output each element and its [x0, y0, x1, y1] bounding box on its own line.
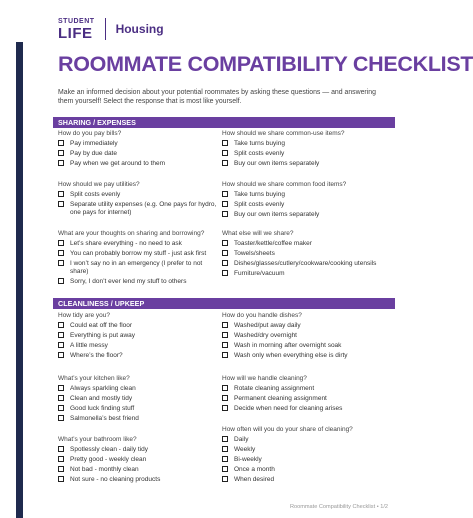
option[interactable] — [222, 466, 382, 474]
question-label: What are your thoughts on sharing and borrowing? — [58, 230, 205, 237]
checkbox[interactable] — [222, 476, 228, 482]
checkbox[interactable] — [222, 160, 228, 166]
option-label: Always sparkling clean — [70, 385, 136, 392]
option[interactable] — [222, 211, 382, 219]
question-label: How often will you do your share of cleaning? — [222, 426, 353, 433]
checkbox[interactable] — [222, 342, 228, 348]
question-label: How should we share common food items? — [222, 181, 347, 188]
option-label: Good luck finding stuff — [70, 404, 135, 412]
option[interactable] — [222, 342, 382, 350]
option[interactable] — [222, 140, 382, 148]
checkbox[interactable] — [222, 240, 228, 246]
question-label: What else will we share? — [222, 230, 294, 237]
logo-line-2: LIFE — [58, 24, 93, 42]
option[interactable] — [222, 332, 382, 340]
checkbox[interactable] — [222, 322, 228, 328]
question-common-food-items — [222, 181, 382, 221]
option-label: Take turns buying — [234, 191, 285, 198]
option[interactable] — [58, 322, 218, 330]
option-label: Take turns buying — [234, 140, 285, 147]
checkbox[interactable] — [58, 201, 64, 207]
option-label: Salmonella’s best friend — [70, 414, 139, 422]
option-label: Permanent cleaning assignment — [234, 394, 327, 402]
section-heading-cleanliness: CLEANLINESS / UPKEEP — [53, 298, 395, 309]
option-label: Let’s share everything - no need to ask — [70, 240, 182, 247]
checkbox[interactable] — [58, 342, 64, 348]
option-label: Separate utility expenses (e.g. One pays for hydro, one pays for internet) — [70, 200, 217, 216]
page-footer: Roommate Compatibility Checklist • 1/2 — [289, 504, 388, 510]
option-label: Buy our own items separately — [234, 159, 320, 167]
checkbox[interactable] — [58, 395, 64, 401]
intro-text: Make an informed decision about your potential roommates by asking these questions — and answering them yourself! Select the response that is most like yourself. — [58, 89, 376, 106]
question-label: What’s your kitchen like? — [58, 375, 130, 382]
checkbox[interactable] — [222, 260, 228, 266]
question-label: How tidy are you? — [58, 312, 111, 319]
option-label: A little messy — [70, 341, 108, 349]
checkbox[interactable] — [222, 332, 228, 338]
option-label: Not bad - monthly clean — [70, 465, 139, 473]
checkbox[interactable] — [222, 270, 228, 276]
checkbox[interactable] — [58, 405, 64, 411]
checkbox[interactable] — [222, 352, 228, 358]
checkbox[interactable] — [58, 332, 64, 338]
question-tidy — [58, 312, 218, 362]
option[interactable] — [58, 456, 218, 464]
checkbox[interactable] — [58, 191, 64, 197]
option[interactable] — [222, 270, 382, 278]
option[interactable] — [222, 201, 382, 209]
left-accent-bar — [16, 42, 23, 518]
checkbox[interactable] — [58, 160, 64, 166]
option[interactable] — [58, 352, 218, 360]
option-label: Pay by due date — [70, 149, 117, 157]
option[interactable] — [58, 278, 218, 286]
question-label: What’s your bathroom like? — [58, 436, 137, 443]
checkbox[interactable] — [222, 446, 228, 452]
checkbox[interactable] — [58, 466, 64, 472]
question-sharing-borrowing — [58, 230, 218, 288]
checkbox[interactable] — [222, 405, 228, 411]
option[interactable] — [222, 352, 382, 360]
option-label: Pay immediately — [70, 140, 118, 147]
option-label: Buy our own items separately — [234, 210, 320, 218]
option[interactable] — [222, 446, 382, 454]
option[interactable] — [58, 385, 218, 393]
option-label: Furniture/vacuum — [234, 269, 285, 277]
option-label: Pretty good - weekly clean — [70, 455, 147, 463]
checkbox[interactable] — [222, 456, 228, 462]
option[interactable] — [58, 446, 218, 454]
option[interactable] — [58, 201, 218, 216]
option[interactable] — [222, 191, 382, 199]
option[interactable] — [58, 405, 218, 413]
question-label: How should we pay utilities? — [58, 181, 140, 188]
option-label: Daily — [234, 436, 249, 443]
checkbox[interactable] — [222, 250, 228, 256]
option-label: Spotlessly clean - daily tidy — [70, 446, 149, 453]
question-utilities — [58, 181, 218, 219]
option[interactable] — [58, 466, 218, 474]
checkbox[interactable] — [58, 140, 64, 146]
question-label: How do you handle dishes? — [222, 312, 302, 319]
question-common-use-items — [222, 130, 382, 170]
question-pay-bills — [58, 130, 218, 170]
option[interactable] — [58, 140, 218, 148]
checkbox[interactable] — [58, 278, 64, 284]
option[interactable] — [222, 456, 382, 464]
option[interactable] — [222, 260, 382, 268]
option[interactable] — [222, 476, 382, 484]
checkbox[interactable] — [58, 446, 64, 452]
checkbox[interactable] — [58, 250, 64, 256]
option-label: Washed/dry overnight — [234, 331, 297, 339]
student-life-logo — [58, 18, 95, 41]
option[interactable] — [58, 240, 218, 248]
checkbox[interactable] — [58, 260, 64, 266]
option-label: Weekly — [234, 445, 256, 453]
option-label: Everything is put away — [70, 331, 136, 339]
option-label: Decide when need for cleaning arises — [234, 404, 343, 412]
option-label: Pay when we get around to them — [70, 159, 166, 167]
section-heading-sharing: SHARING / EXPENSES — [53, 117, 395, 128]
checkbox[interactable] — [222, 466, 228, 472]
option[interactable] — [58, 342, 218, 350]
question-cleaning-frequency — [222, 426, 382, 486]
page-title: ROOMMATE COMPATIBILITY CHECKLIST — [58, 52, 473, 76]
option[interactable] — [222, 436, 382, 444]
option-label: Split costs evenly — [234, 149, 285, 157]
option-label: Split costs evenly — [70, 191, 121, 198]
checkbox[interactable] — [222, 201, 228, 207]
checkbox[interactable] — [222, 395, 228, 401]
option[interactable] — [58, 150, 218, 158]
option[interactable] — [222, 240, 382, 248]
option-label: You can probably borrow my stuff - just ask first — [70, 249, 207, 257]
option[interactable] — [58, 250, 218, 258]
question-dishes — [222, 312, 382, 362]
option-label: Once a month — [234, 465, 275, 473]
page-header — [58, 14, 164, 44]
option[interactable] — [58, 191, 218, 199]
question-cleaning-handling — [222, 375, 382, 415]
option-label: Sorry, I don’t ever lend my stuff to others — [70, 277, 187, 285]
checkbox[interactable] — [58, 476, 64, 482]
question-what-else-share — [222, 230, 382, 280]
option[interactable] — [58, 332, 218, 340]
checkbox[interactable] — [222, 385, 228, 391]
option-label: I won’t say no in an emergency (I prefer to not share) — [70, 259, 203, 275]
checkbox[interactable] — [58, 322, 64, 328]
option-label: Could eat off the floor — [70, 322, 133, 329]
option[interactable] — [222, 150, 382, 158]
checkbox[interactable] — [222, 436, 228, 442]
option[interactable] — [58, 415, 218, 423]
option[interactable] — [222, 395, 382, 403]
option[interactable] — [222, 250, 382, 258]
checkbox[interactable] — [58, 352, 64, 358]
option[interactable] — [58, 160, 218, 168]
checkbox[interactable] — [222, 150, 228, 156]
checkbox[interactable] — [58, 150, 64, 156]
checkbox[interactable] — [58, 240, 64, 246]
department-name: Housing — [115, 22, 164, 36]
option[interactable] — [222, 385, 382, 393]
option-label: When desired — [234, 475, 275, 483]
checkbox[interactable] — [222, 191, 228, 197]
logo-line-1: STUDENT — [58, 17, 95, 25]
checkbox[interactable] — [222, 140, 228, 146]
checkbox[interactable] — [58, 385, 64, 391]
checkbox[interactable] — [58, 456, 64, 462]
option[interactable] — [222, 405, 382, 413]
option-label: Wash only when everything else is dirty — [234, 351, 348, 359]
option-label: Clean and mostly tidy — [70, 394, 133, 402]
option[interactable] — [222, 160, 382, 168]
question-label: How do you pay bills? — [58, 130, 122, 137]
question-kitchen — [58, 375, 218, 425]
option-label: Bi-weekly — [234, 455, 262, 463]
option-label: Rotate cleaning assignment — [234, 385, 315, 392]
option[interactable] — [58, 395, 218, 403]
question-label: How will we handle cleaning? — [222, 375, 307, 382]
option[interactable] — [58, 260, 218, 275]
option-label: Wash in morning after overnight soak — [234, 341, 342, 349]
checkbox[interactable] — [58, 415, 64, 421]
question-label: How should we share common-use items? — [222, 130, 345, 137]
header-divider — [105, 18, 106, 40]
option-label: Washed/put away daily — [234, 322, 301, 329]
checkbox[interactable] — [222, 211, 228, 217]
option-label: Towels/sheets — [234, 249, 275, 257]
option-label: Not sure - no cleaning products — [70, 475, 161, 483]
option-label: Split costs evenly — [234, 200, 285, 208]
question-bathroom — [58, 436, 218, 486]
option-label: Where’s the floor? — [70, 351, 123, 359]
option[interactable] — [58, 476, 218, 484]
option[interactable] — [222, 322, 382, 330]
option-label: Dishes/glasses/cutlery/cookware/cooking utensils — [234, 259, 377, 267]
option-label: Toaster/kettle/coffee maker — [234, 240, 312, 247]
